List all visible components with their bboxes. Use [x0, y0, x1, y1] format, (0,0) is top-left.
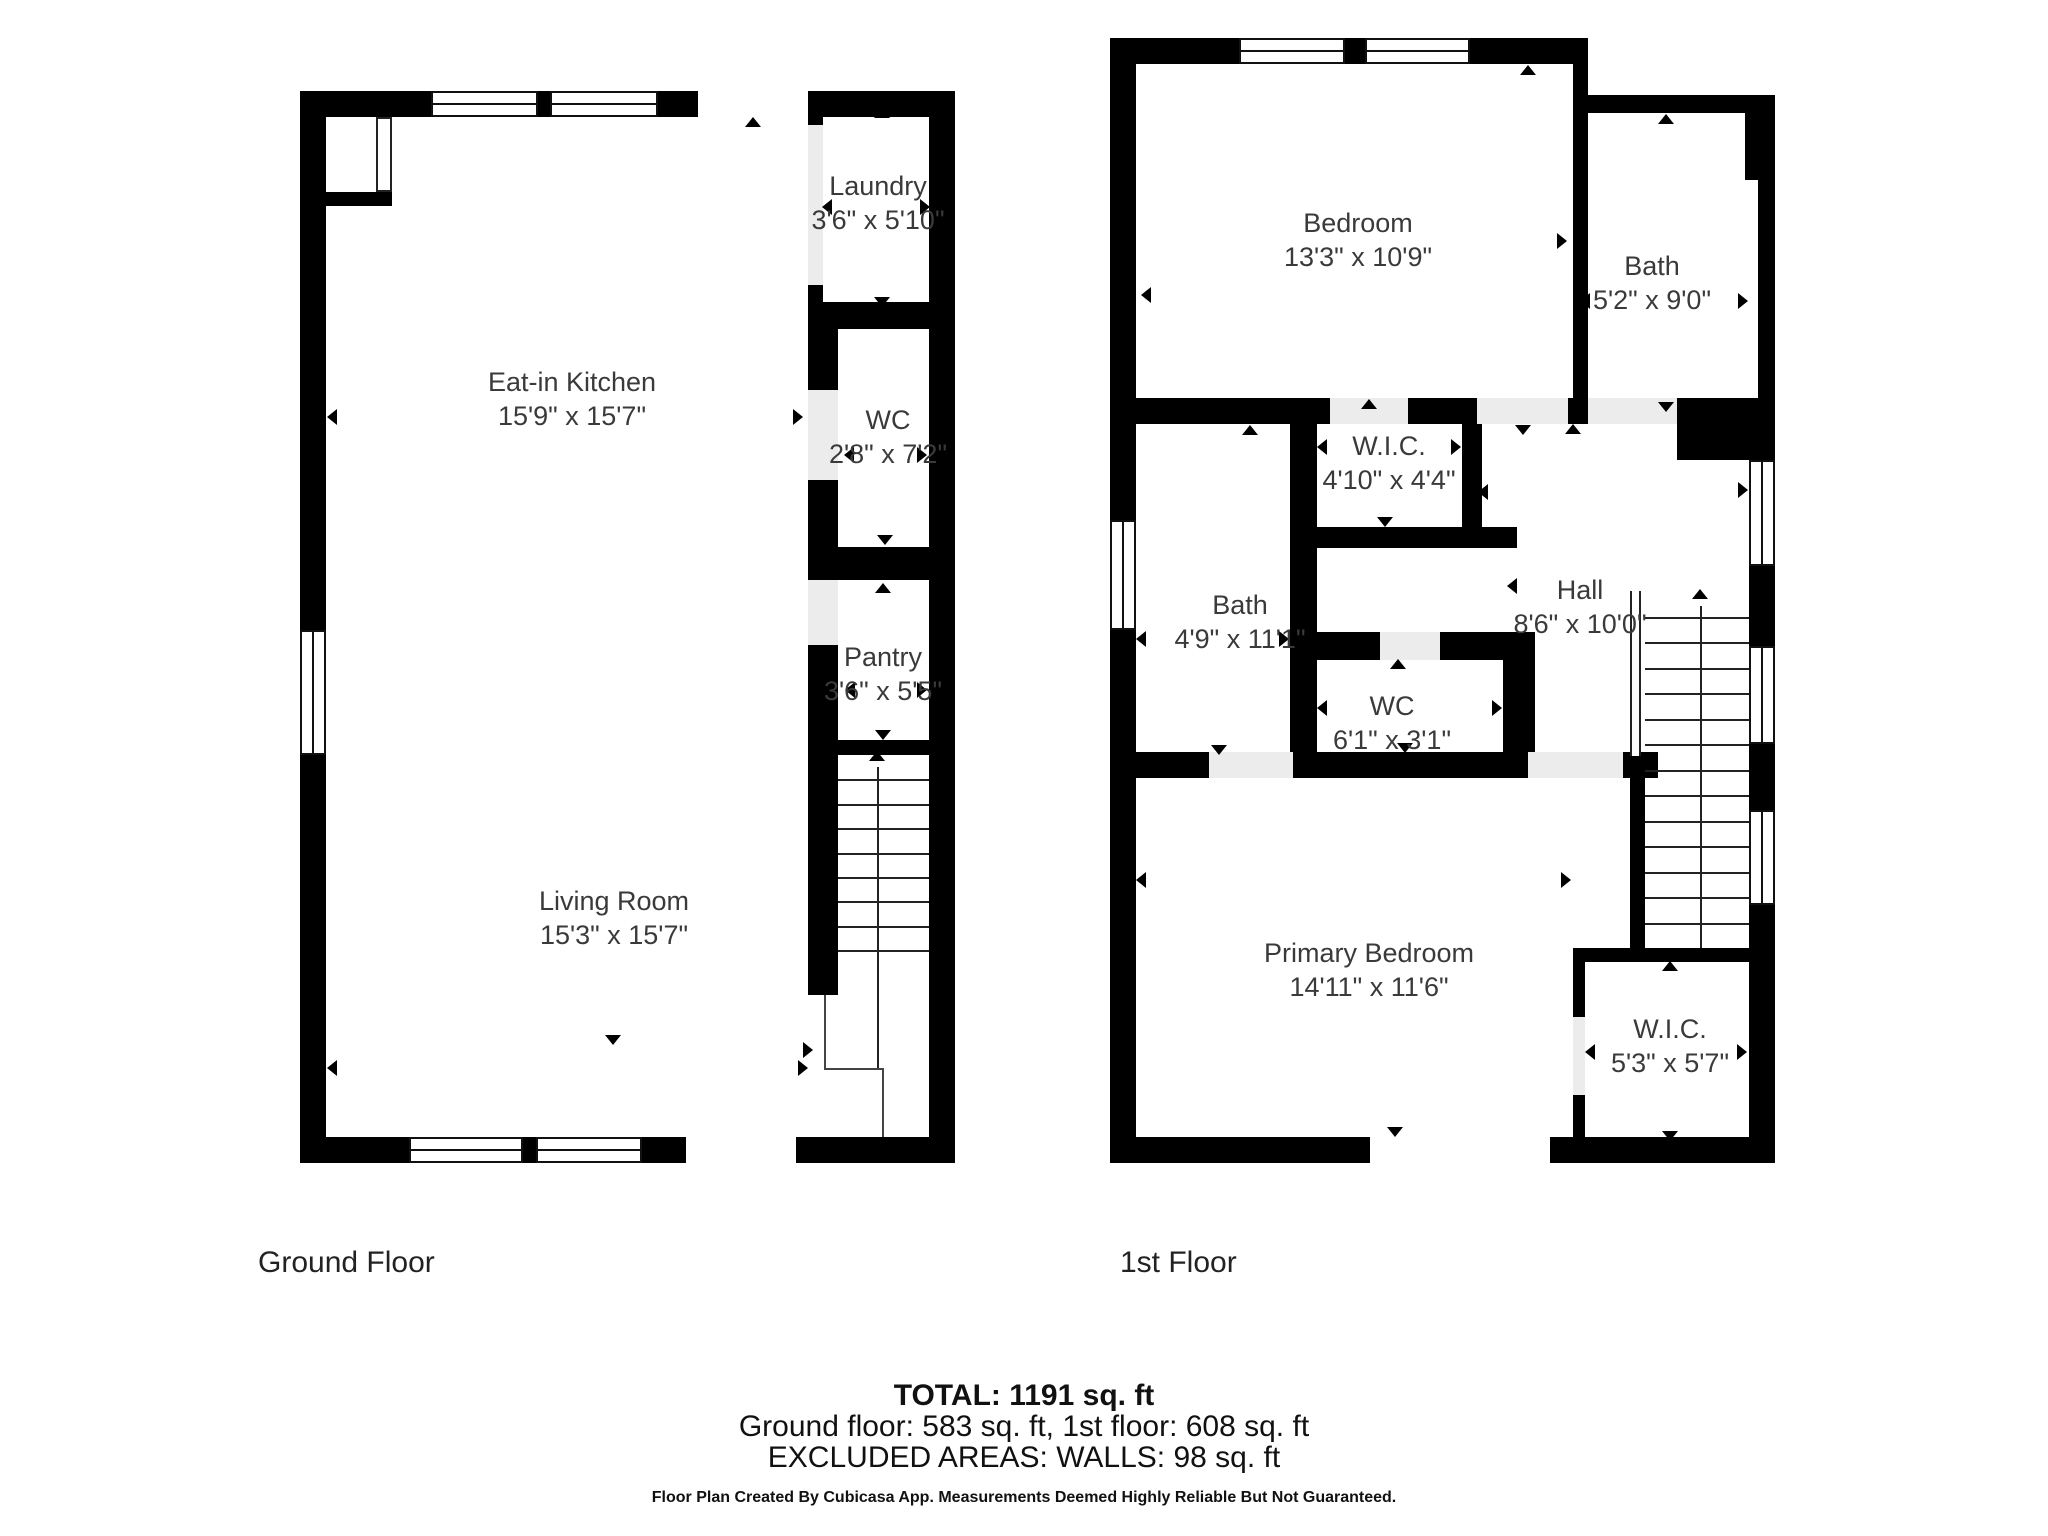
measure-arrow-icon [798, 1060, 808, 1076]
wall-laundry-wc-divider [808, 302, 929, 329]
room-name: Hall [1556, 575, 1604, 605]
measure-arrow-icon [1580, 293, 1590, 309]
door-arrow-icon [745, 117, 761, 127]
wall-corner-block [1677, 398, 1775, 460]
room-dims: 4'9" x 11'1" [1174, 624, 1306, 654]
room-name: Bedroom [1303, 208, 1413, 238]
room-name: Pantry [843, 642, 923, 672]
window [1110, 520, 1136, 630]
room-dims: 4'10" x 4'4" [1322, 465, 1456, 495]
room-label-bath-top [1593, 249, 1711, 317]
room-name: Eat-in Kitchen [487, 367, 657, 397]
stair-direction-line [1700, 606, 1702, 948]
wall-right-exterior [1745, 95, 1775, 180]
window [1749, 646, 1775, 744]
door-arrow-icon [1565, 424, 1581, 434]
stair-tread [1645, 821, 1749, 823]
window [431, 91, 538, 117]
measure-arrow-icon [1662, 1131, 1678, 1141]
window [1749, 810, 1775, 905]
room-dims: 3'6" x 5'5" [823, 676, 943, 706]
window [300, 630, 326, 755]
wall-bottom-exterior [796, 1137, 955, 1163]
stair-tread [1645, 744, 1749, 746]
stair-tread [1645, 617, 1749, 619]
room-dims: 3'6" x 5'10" [811, 205, 945, 235]
room-dims: 14'11" x 11'6" [1289, 972, 1449, 1002]
measure-arrow-icon [1492, 700, 1502, 716]
measure-arrow-icon [327, 409, 337, 425]
door-opening-hall-primary [1528, 752, 1623, 778]
room-dims: 13'3" x 10'9" [1283, 242, 1433, 272]
wall-top-exterior [1470, 38, 1573, 64]
door-opening-wic-bottom [1573, 1017, 1585, 1095]
measure-arrow-icon [1737, 1044, 1747, 1060]
room-label-wc [829, 403, 947, 471]
window [1239, 38, 1345, 64]
room-label-kitchen [488, 365, 656, 433]
measure-arrow-icon [327, 1060, 337, 1076]
measure-arrow-icon [877, 535, 893, 545]
door-opening-bedroom-hall [1477, 398, 1568, 424]
ground-floor-title: Ground Floor [258, 1246, 435, 1279]
measure-arrow-icon [1141, 287, 1151, 303]
wall-window-mullion [538, 91, 550, 117]
wall [808, 329, 838, 390]
room-dims: 5'3" x 5'7" [1610, 1048, 1730, 1078]
room-name: WC [1369, 691, 1415, 721]
stair-tread [838, 950, 929, 952]
room-dims: 15'9" x 15'7" [497, 401, 647, 431]
room-dims: 15'3" x 15'7" [539, 920, 689, 950]
room-label-wic-bottom [1611, 1012, 1729, 1080]
stair-tread [838, 828, 929, 830]
wall-stairs-left [1630, 778, 1645, 950]
stair-tread [1645, 872, 1749, 874]
measure-arrow-icon [1136, 631, 1146, 647]
room-label-pantry [824, 640, 942, 708]
wall-right-exterior [929, 91, 955, 1163]
stair-tread [1645, 770, 1749, 772]
wall-left-exterior [1110, 630, 1136, 1163]
room-label-hall [1513, 573, 1646, 641]
measure-arrow-icon [1390, 659, 1406, 669]
window [550, 91, 658, 117]
stair-tread [838, 926, 929, 928]
wall-wic-right [1462, 409, 1482, 527]
room-label-living [539, 884, 689, 952]
wall [808, 93, 823, 125]
measure-arrow-icon [1738, 482, 1748, 498]
room-dims: 6'1" x 3'1" [1332, 725, 1452, 755]
stair-tread [838, 877, 929, 879]
staircase-first [1645, 591, 1749, 948]
stair-tread [838, 853, 929, 855]
stair-up-arrow-icon [1692, 589, 1708, 599]
wall-window-mullion [523, 1137, 536, 1163]
wall-left-exterior [300, 91, 326, 630]
room-name: Laundry [829, 171, 927, 201]
room-label-primary [1264, 936, 1474, 1004]
first-floor-plan [1110, 38, 1775, 1163]
excluded-areas: EXCLUDED AREAS: WALLS: 98 sq. ft [767, 1441, 1281, 1474]
measure-arrow-icon [874, 108, 890, 118]
wall [808, 480, 838, 547]
stair-tread [1645, 846, 1749, 848]
measure-arrow-icon [1377, 517, 1393, 527]
wall-right-exterior [1749, 566, 1775, 646]
stair-outline [882, 1070, 884, 1137]
window [1365, 38, 1470, 64]
measure-arrow-icon [1242, 425, 1258, 435]
wall-bottom-exterior [642, 1137, 686, 1163]
disclaimer: Floor Plan Created By Cubicasa App. Measurements Deemed Highly Reliable But Not Guaranteed. [651, 1489, 1397, 1506]
wall-wic-left [1573, 948, 1585, 1017]
door-arrow-icon [1658, 402, 1674, 412]
door-opening-wc [1380, 632, 1440, 660]
stair-tread [1645, 668, 1749, 670]
room-label-wc [1333, 689, 1451, 757]
measure-arrow-icon [1136, 872, 1146, 888]
room-label-laundry [811, 169, 944, 237]
wall-right-exterior [1749, 744, 1775, 810]
door-opening-bath-primary [1209, 752, 1293, 778]
wall-wc-pantry-divider [808, 547, 929, 580]
door-arrow-icon [1361, 399, 1377, 409]
area-summary [0, 1380, 2048, 1507]
wall-bottom-exterior [300, 1137, 409, 1163]
wall-wic-bottom [1290, 527, 1517, 548]
stair-tread [838, 804, 929, 806]
wall [658, 91, 698, 117]
measure-arrow-icon [1658, 114, 1674, 124]
stair-outline [824, 1068, 884, 1070]
window [409, 1137, 523, 1163]
window [1749, 460, 1775, 566]
wall-left-exterior [1110, 38, 1136, 520]
window [536, 1137, 642, 1163]
measure-arrow-icon [1561, 872, 1571, 888]
measure-arrow-icon [875, 583, 891, 593]
staircase-ground [838, 755, 929, 975]
total-area: TOTAL: 1191 sq. ft [893, 1379, 1155, 1412]
wall-left-exterior [300, 755, 326, 1163]
wall-window-mullion [1345, 38, 1365, 64]
measure-arrow-icon [1387, 1127, 1403, 1137]
stair-outline [824, 995, 826, 1070]
measure-arrow-icon [793, 409, 803, 425]
wall-bottom-exterior [1110, 1137, 1370, 1163]
ground-floor-plan [300, 91, 955, 1163]
stair-tread [1645, 795, 1749, 797]
measure-arrow-icon [1317, 700, 1327, 716]
room-dims: 2'8" x 7'2" [828, 439, 948, 469]
room-label-wic-top [1322, 429, 1455, 497]
stair-tread [1645, 693, 1749, 695]
wall-right-exterior [1758, 180, 1775, 398]
measure-arrow-icon [1211, 745, 1227, 755]
stair-tread [838, 901, 929, 903]
measure-arrow-icon [874, 297, 890, 307]
room-name: W.I.C. [1352, 431, 1426, 461]
wall-bedroom-bottom [1568, 398, 1588, 424]
measure-arrow-icon [605, 1035, 621, 1045]
wall-primary-top [1136, 752, 1209, 778]
door-alcove [376, 117, 392, 192]
room-dims: 8'6" x 10'0" [1513, 609, 1647, 639]
door-arrow-icon [1515, 425, 1531, 435]
wall [808, 91, 929, 117]
room-name: Bath [1624, 251, 1680, 281]
stair-tread [1645, 642, 1749, 644]
stair-tread [1645, 719, 1749, 721]
measure-arrow-icon [1478, 484, 1488, 500]
stair-up-arrow-icon [869, 751, 885, 761]
measure-arrow-icon [1557, 233, 1567, 249]
measure-arrow-icon [1520, 65, 1536, 75]
wall-bedroom-bath-divider [1573, 38, 1588, 408]
wall-right-exterior [1749, 905, 1775, 1163]
room-dims: 5'2" x 9'0" [1592, 285, 1712, 315]
wall-entry-alcove [300, 192, 392, 206]
room-label-bath [1174, 588, 1305, 656]
stair-direction-line [877, 767, 879, 1070]
room-label-bedroom [1284, 206, 1432, 274]
stair-tread [1645, 923, 1749, 925]
wall-stairs-bottom [1573, 948, 1775, 962]
first-floor-title: 1st Floor [1120, 1246, 1237, 1279]
measure-arrow-icon [1662, 961, 1678, 971]
room-name: W.I.C. [1633, 1014, 1707, 1044]
room-name: Primary Bedroom [1263, 938, 1475, 968]
room-name: Living Room [538, 886, 690, 916]
room-name: Bath [1212, 590, 1268, 620]
measure-arrow-icon [1585, 1044, 1595, 1060]
stair-tread [838, 779, 929, 781]
measure-arrow-icon [884, 315, 900, 325]
room-name: WC [865, 405, 911, 435]
floor-areas: Ground floor: 583 sq. ft, 1st floor: 608 sq. ft [738, 1410, 1310, 1443]
door-opening-pantry [808, 580, 838, 645]
measure-arrow-icon [875, 730, 891, 740]
stair-tread [1645, 897, 1749, 899]
measure-arrow-icon [803, 1042, 813, 1058]
measure-arrow-icon [1738, 293, 1748, 309]
